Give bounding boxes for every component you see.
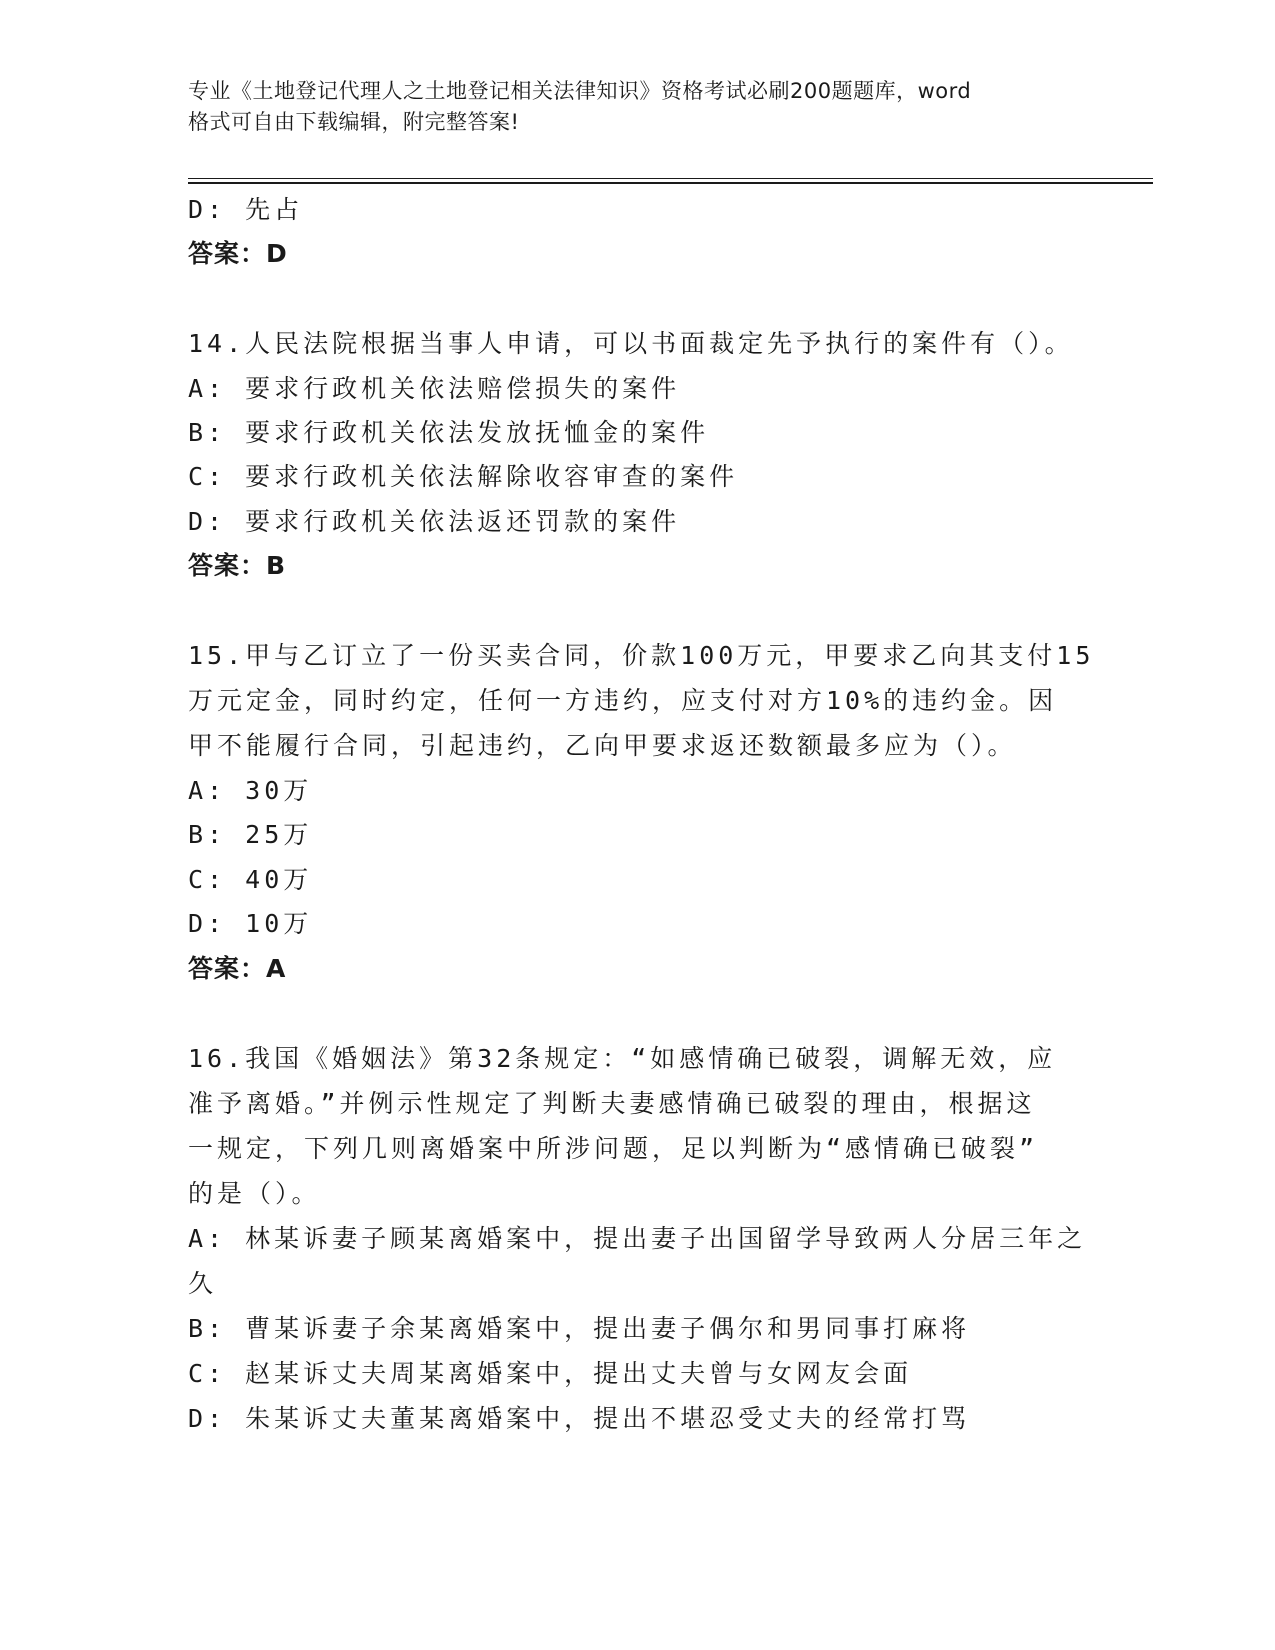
q16-stem-line-1: 16.我国《婚姻法》第32条规定：“如感情确已破裂，调解无效，应 bbox=[188, 1044, 1057, 1073]
prev-option-d: D: 先占 bbox=[188, 195, 304, 224]
q15-option-b: B: 25万 bbox=[188, 820, 313, 849]
q14-option-a: A: 要求行政机关依法赔偿损失的案件 bbox=[188, 374, 681, 403]
q16-option-c: C: 赵某诉丈夫周某离婚案中，提出丈夫曾与女网友会面 bbox=[188, 1359, 913, 1388]
q16-stem-line-3: 一规定，下列几则离婚案中所涉问题，足以判断为“感情确已破裂” bbox=[188, 1134, 1039, 1163]
header-line-1: 专业《土地登记代理人之土地登记相关法律知识》资格考试必刷200题题库，word bbox=[188, 79, 972, 103]
q16-option-a-line-1: A: 林某诉妻子顾某离婚案中，提出妻子出国留学导致两人分居三年之 bbox=[188, 1224, 1087, 1253]
q16-stem-line-2: 准予离婚。”并例示性规定了判断夫妻感情确已破裂的理由，根据这 bbox=[188, 1089, 1036, 1118]
q14-option-d: D: 要求行政机关依法返还罚款的案件 bbox=[188, 507, 681, 536]
q15-stem-line-1: 15.甲与乙订立了一份买卖合同，价款100万元，甲要求乙向其支付15 bbox=[188, 641, 1095, 670]
q15-stem-line-2: 万元定金，同时约定，任何一方违约，应支付对方10%的违约金。因 bbox=[188, 686, 1058, 715]
header-rule-thick bbox=[188, 182, 1153, 184]
q15-stem-line-3: 甲不能履行合同，引起违约，乙向甲要求返还数额最多应为（）。 bbox=[188, 731, 1017, 760]
q15-option-a: A: 30万 bbox=[188, 776, 313, 805]
header-line-2: 格式可自由下载编辑，附完整答案! bbox=[188, 110, 520, 134]
q14-answer: 答案：B bbox=[188, 551, 287, 580]
q15-answer: 答案：A bbox=[188, 954, 287, 983]
document-header bbox=[188, 76, 1088, 138]
q16-option-a-line-2: 久 bbox=[188, 1269, 218, 1298]
header-rule-thin bbox=[188, 178, 1153, 179]
q14-option-c: C: 要求行政机关依法解除收容审查的案件 bbox=[188, 462, 739, 491]
q14-option-b: B: 要求行政机关依法发放抚恤金的案件 bbox=[188, 418, 710, 447]
prev-answer: 答案：D bbox=[188, 239, 288, 268]
q15-option-d: D: 10万 bbox=[188, 909, 313, 938]
q16-option-b: B: 曹某诉妻子余某离婚案中，提出妻子偶尔和男同事打麻将 bbox=[188, 1314, 971, 1343]
q15-option-c: C: 40万 bbox=[188, 865, 313, 894]
q14-stem: 14.人民法院根据当事人申请，可以书面裁定先予执行的案件有（）。 bbox=[188, 329, 1074, 358]
q16-stem-line-4: 的是（）。 bbox=[188, 1179, 321, 1208]
q16-option-d: D: 朱某诉丈夫董某离婚案中，提出不堪忍受丈夫的经常打骂 bbox=[188, 1404, 971, 1433]
